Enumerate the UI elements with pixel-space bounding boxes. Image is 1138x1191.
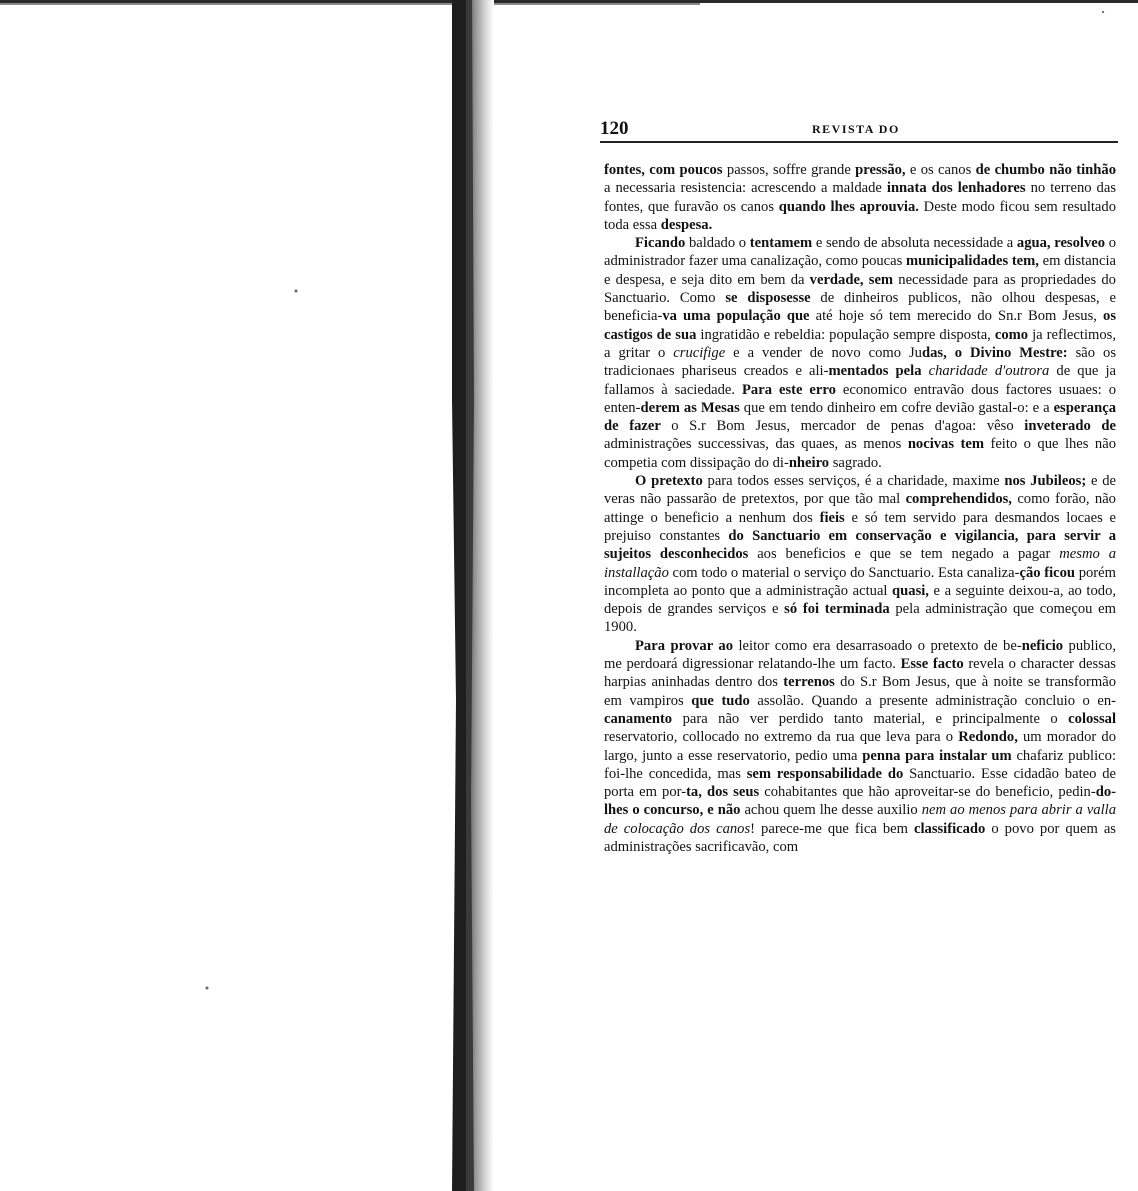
header-rule <box>600 141 1118 143</box>
text-run: economico entravão dous factores usuaes: o enten- <box>604 381 1116 416</box>
text-run: para não ver perdido tanto material, e principalmente o <box>682 710 1069 727</box>
paragraph-4 <box>604 637 1116 857</box>
page-header <box>600 118 1120 140</box>
text-run: nheiro <box>788 454 833 471</box>
text-run: neficio <box>1021 637 1069 654</box>
text-run: agua, resolveo <box>1016 235 1109 252</box>
text-run: do-lhes o concurso, e não <box>604 784 1116 819</box>
text-run: o povo por quem as administrações sacrificavão, com <box>604 820 1116 855</box>
text-run: se disposesse <box>725 290 821 307</box>
text-run: Esse facto <box>900 656 969 673</box>
text-run: crucifige <box>673 344 726 361</box>
text-run: que tudo <box>691 692 758 709</box>
text-run: Para provar ao <box>635 637 739 654</box>
paragraph-1 <box>604 161 1116 234</box>
speck <box>1102 11 1104 13</box>
text-run: colossal <box>1068 710 1117 727</box>
text-run: porém incompleta ao ponto que a administração actual <box>604 564 1116 599</box>
text-run: do S.r Bom Jesus, que à noite se transformão em vampiros <box>604 674 1116 709</box>
text-run: terrenos <box>783 674 841 691</box>
text-run: só foi terminada <box>784 601 896 618</box>
text-run: baldado o <box>688 235 750 252</box>
text-run: passos, soffre grande <box>726 162 856 178</box>
text-run: municipalidades tem, <box>905 253 1043 270</box>
text-run: nocivas tem <box>907 436 991 453</box>
text-run: verdade, sem <box>809 271 899 288</box>
text-run: achou quem lhe desse auxilio <box>744 802 922 819</box>
text-run: para todos esses serviços, é a charidade, maxime <box>707 473 1005 490</box>
text-run: comprehendidos, <box>905 491 1018 508</box>
text-run: pretexto <box>651 473 708 490</box>
text-run: no terreno das fontes, que furavão os canos <box>604 180 1117 215</box>
text-run: penna para instalar um <box>862 747 1017 764</box>
paragraph-2 <box>604 234 1116 472</box>
text-run: necessidade para as propriedades do Sanctuario. Como <box>604 271 1116 307</box>
text-run: pela administração que começou em 1900. <box>604 601 1116 636</box>
body-text <box>604 161 1116 856</box>
text-run: das, o Divino Mestre: <box>921 344 1076 361</box>
text-run: feito o que lhes não competia com dissipação do di- <box>604 436 1116 471</box>
text-run: inveterado de <box>1024 418 1117 435</box>
text-run: charidade d'outrora <box>928 363 1050 380</box>
text-run: revela o character dessas harpias aninhadas dentro dos <box>604 656 1116 691</box>
text-run: como <box>994 326 1033 343</box>
text-run: classificado <box>913 820 992 837</box>
paragraph-3 <box>604 472 1116 637</box>
top-edge <box>0 0 1138 3</box>
text-run: desconhecidos <box>659 546 758 563</box>
text-run: aos beneficios e que se tem negado a pagar <box>757 546 1060 563</box>
text-run: fontes, com poucos <box>604 162 727 178</box>
text-run: ja reflectimos, a gritar o <box>604 326 1116 361</box>
text-run: Redondo, <box>958 729 1023 746</box>
running-head: REVISTA DO <box>812 122 900 136</box>
text-run: Ficando <box>635 235 689 252</box>
text-run: ção ficou <box>1019 564 1079 581</box>
text-run: Sanctuario. Esse cidadão bateo de porta em por- <box>604 765 1117 801</box>
text-run: e os canos <box>909 162 976 178</box>
text-run: de chumbo não tinhão <box>975 162 1116 178</box>
text-run: tentamem <box>749 235 816 252</box>
text-run: mesmo a installação <box>604 546 1116 581</box>
text-run: o administrador fazer uma canalização, como poucas <box>604 235 1116 270</box>
text-run: administrações successivas, das quaes, as menos <box>604 436 908 453</box>
text-run: do Sanctuario em conservação e vigilancia, para servir a sujeitos <box>604 527 1117 563</box>
page-number: 120 <box>600 118 629 139</box>
text-run: e a seguinte deixou-a, ao todo, depois de grandes serviços e <box>604 582 1117 618</box>
text-run: despesa. <box>660 216 713 233</box>
text-run: innata dos lenhadores <box>886 180 1031 197</box>
text-run: e sendo de absoluta necessidade a <box>815 235 1017 252</box>
text-run: leitor como era desarrasoado o pretexto de be- <box>738 637 1022 654</box>
text-run: derem as Mesas <box>640 399 744 416</box>
text-run: mentados pela <box>828 363 929 380</box>
text-run: assolão. Quando a presente administração concluio o en- <box>757 692 1116 709</box>
text-run: va uma população que <box>662 308 816 325</box>
text-run: publico, me perdoará digressionar relatando-lhe um facto. <box>604 637 1116 673</box>
text-run: nos Jubileos; <box>1004 473 1091 490</box>
speck <box>295 290 298 293</box>
text-run: e a vender de novo como Ju <box>725 344 922 361</box>
text-run: reservatorio, collocado no extremo da rua que leva para o <box>604 729 959 746</box>
text-run: sagrado. <box>832 454 882 471</box>
text-run: a necessaria resistencia: acrescendo a maldade <box>604 180 887 197</box>
text-run: ! parece-me que fica bem <box>750 820 914 837</box>
text-run: de que ja fallamos à saciedade. <box>604 363 1116 398</box>
text-run: Deste modo ficou sem resultado toda essa <box>604 198 1116 233</box>
text-run: chafariz publico: foi-lhe concedida, mas <box>604 747 1116 782</box>
text-run: o S.r Bom Jesus, mercador de penas d'agoa: vêso <box>671 418 1025 435</box>
text-run: e só tem servido para desmandos locaes e prejuiso constantes <box>604 509 1116 544</box>
text-run: os castigos de sua <box>604 308 1116 343</box>
text-run: quasi, <box>892 582 934 599</box>
text-run: como forão, não attinge o beneficio a nenhum dos <box>604 491 1116 526</box>
text-run: nem ao menos para abrir a valla de colocação dos canos <box>604 802 1117 837</box>
text-run: que em tendo dinheiro em cofre devião gastal-o: e a <box>743 399 1054 416</box>
text-run: são os tradicionaes phariseus creados e ali- <box>604 344 1117 380</box>
text-run: com todo o material o serviço do Sanctuario. Esta canaliza- <box>668 564 1020 581</box>
speck <box>206 987 209 990</box>
text-run: ingratidão e rebeldia: população sempre disposta, <box>700 326 995 343</box>
text-run: e de veras não passarão de pretextos, por que tão mal <box>604 473 1117 508</box>
text-run: Para este erro <box>742 381 843 398</box>
text-run: O <box>635 473 652 490</box>
text-run: cohabitantes que hão aproveitar-se do beneficio, pedin- <box>764 784 1096 801</box>
text-run: em distancia e despesa, e seja dito em bem da <box>604 253 1116 288</box>
text-run: canamento <box>604 710 683 727</box>
text-run: quando lhes aprouvia. <box>778 198 919 215</box>
book-gutter <box>452 0 494 1191</box>
text-run: ta, dos seus <box>686 784 765 801</box>
text-run: um morador do largo, junto a esse reservatorio, pedio uma <box>604 729 1116 764</box>
text-run: pressão, <box>855 162 910 178</box>
text-run: até hoje só tem merecido do Sn.r Bom Jesus, <box>815 308 1104 325</box>
text-run: fieis <box>819 509 852 526</box>
text-run: sem responsabilidade do <box>746 765 910 782</box>
text-run: esperança de fazer <box>604 399 1116 435</box>
text-run: de dinheiros publicos, não olhou despesas, e beneficia- <box>604 290 1116 325</box>
